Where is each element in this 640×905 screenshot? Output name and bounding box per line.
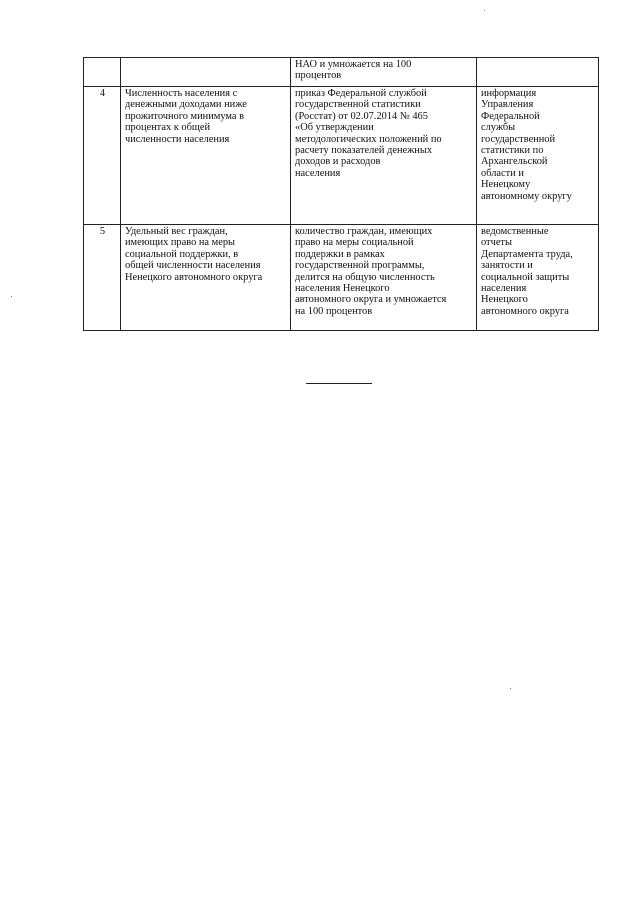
indicators-table bbox=[83, 57, 599, 331]
source-cell bbox=[477, 225, 599, 331]
indicator-text: Численность населения с денежными доходами ниже прожиточного минимума в процентах к общей численности населения bbox=[125, 88, 247, 145]
method-text: количество граждан, имеющих право на меры социальной поддержки в рамках государственной программы, делится на общую численность населения Ненецкого автономного округа и умножается на 100 процентов bbox=[295, 226, 447, 317]
method-cell bbox=[291, 87, 477, 225]
indicator-cell bbox=[121, 58, 291, 87]
indicator-cell bbox=[121, 225, 291, 331]
method-text: НАО и умножается на 100 процентов bbox=[295, 59, 412, 82]
row-number-cell bbox=[84, 58, 121, 87]
source-text: ведомственные отчеты Департамента труда, занятости и социальной защиты населения Ненецкого автономного округа bbox=[481, 226, 573, 317]
scan-speck bbox=[510, 688, 511, 689]
row-number: 5 bbox=[99, 226, 106, 237]
table-row bbox=[84, 87, 599, 225]
row-number: 4 bbox=[99, 88, 106, 99]
source-cell bbox=[477, 87, 599, 225]
method-cell bbox=[291, 225, 477, 331]
source-cell bbox=[477, 58, 599, 87]
row-number-cell bbox=[84, 87, 121, 225]
table-row bbox=[84, 58, 599, 87]
scan-speck bbox=[484, 10, 485, 11]
source-text: информация Управления Федеральной службы государственной статистики по Архангельской области и Ненецкому автономному округу bbox=[481, 88, 572, 202]
table-row bbox=[84, 225, 599, 331]
indicator-cell bbox=[121, 87, 291, 225]
method-cell bbox=[291, 58, 477, 87]
indicator-text: Удельный вес граждан, имеющих право на меры социальной поддержки, в общей численности населения Ненецкого автономного округа bbox=[125, 226, 263, 283]
row-number-cell bbox=[84, 225, 121, 331]
method-text: приказ Федеральной службой государственной статистики (Росстат) от 02.07.2014 № 465 «Об утверждении методологических положений по расчету показателей денежных доходов и расходов населения bbox=[295, 88, 442, 179]
scan-speck bbox=[11, 296, 12, 297]
end-divider-line bbox=[306, 383, 372, 384]
